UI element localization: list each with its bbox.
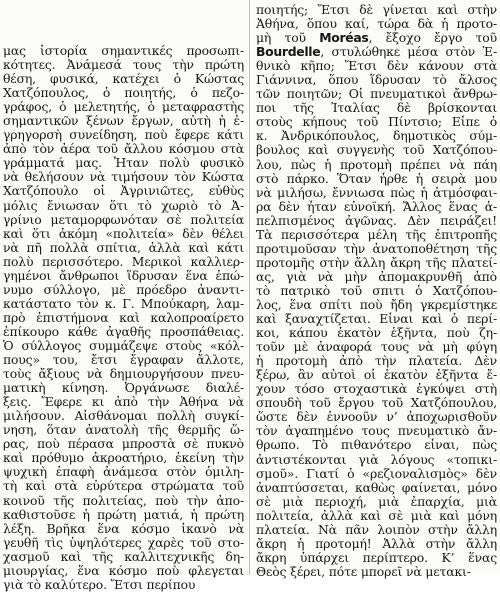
text-line: τῶν ποιητῶν; Οἱ πνευματικοὶ ἄνθρω- <box>256 87 497 102</box>
text-line: καθιστοῦσε ἡ πρώτη ματιά, ἡ πρώτη <box>3 507 244 522</box>
text-line: πολὺ περισσότερο. Μερικοὶ καλλιερ- <box>3 254 244 269</box>
article-column-left <box>3 0 244 592</box>
bold-name: Moréas <box>319 31 369 46</box>
text-line: προτιμοῦσαν τὴν ἀνατοποθέτηση τῆς <box>256 241 497 256</box>
text-line: μας ἱστορία σημαντικές προσωπι- <box>3 44 244 58</box>
text-line: μιουργίας, ἕνα κόσμο ποὺ φλεγεται <box>3 563 244 578</box>
text-line: Τὰ περισσότερα μέλη τῆς ἐπιτροπῆς <box>256 227 497 242</box>
text-line: πελπισμένος ἀγῶνας. Δὲν πειράζει! <box>256 213 497 228</box>
text-line: πρὸ ἐπιστήμονα καὶ καλοπροαίρετο <box>3 310 244 325</box>
text-line: ξεις. Ἔφερε κι ἀπὸ τὴν Ἀθήνα νὰ <box>3 395 244 410</box>
text-line: λου, πὼς ἡ προτομὴ πρέπει νὰ πάη <box>256 157 497 172</box>
text-line: τοῦν μὲ ἀναφορά τους νὰ μὴ φύγη <box>256 340 497 355</box>
text-line: τὸ πατρικὸ τοῦ σπιτι ὁ Χατζόπου- <box>256 283 497 298</box>
text-line: θνικὸ κῆπο; Ἔτσι δὲν κάνουν στὰ <box>256 59 497 74</box>
text-line: καὶ πρόθυμο ἀκροατήριο, ἐκείνη τὴν <box>3 451 244 466</box>
text-line: γρίνιο μεταμορφωνόταν σὲ πολιτεία <box>3 212 244 227</box>
text-line: χουν τόσο στοχαστικὰ ἐγκύψει στὴ <box>256 382 497 397</box>
text-line: κοι, κάπου ἑκατὸν ἑξῆντα, ποὺ ζη- <box>256 326 497 341</box>
text-line: νυμο σύλλογο, μὲ πρόεδρο ἀναντι- <box>3 282 244 297</box>
text-line: Χατζόπουλο οἱ Ἀγρινιῶτες, εὐθὺς <box>3 184 244 199</box>
text-line: κότητες. Ἀνάμεσά τους τὴν πρώτη <box>3 58 244 73</box>
text-line: ποιητής; Ἔτσι δὲ γίνεται καὶ στὴν <box>256 3 497 17</box>
text-line: γευθῆ τὶς ὑψηλότερες χαρὲς τοῦ στο- <box>3 535 244 550</box>
text-line: Bourdelle, στυλώθηκε μέσα στὸν Ἐ- <box>256 45 497 60</box>
text-line: θέση, φυσικά, κατέχει ὁ Κώστας <box>3 72 244 87</box>
text-line: γιὰ τὸ καλύτερο. Ἔτσι περίπου <box>3 577 196 592</box>
text-line: ἡ προτομὴ ἀπὸ τὴν πλατεία. Δὲν <box>256 354 497 369</box>
text-line: λος, ἕνα σπίτι ποὺ ἤδη γκρεμίστηκε <box>256 297 497 312</box>
text-line: σημαντικῶν ξένων ἔργων, αὐτὴ ἡ ἐ- <box>3 114 244 129</box>
text-line: Θεὸς ξέρει, πότε μπορεῖ νὰ μετακι- <box>256 564 471 579</box>
text-line: ας, γιὰ νὰ μὴν ἀπομακρυνθῆ ἀπὸ <box>256 269 497 284</box>
text-line: ποι τῆς Ἰταλίας δὲ βρίσκονται <box>256 101 497 116</box>
text-line: πλατεία. Νὰ πᾶν λοιπὸν στὴν ἄλλη <box>256 522 497 537</box>
text-line: ματικὴ κίνηση. Ὀργάνωσε διαλέ- <box>3 381 244 396</box>
text-line: σὲ μιὰ περιοχή, μιὰ ἐπαρχία, μιὰ <box>256 494 497 509</box>
text-line: Χατζόπουλος, ὁ ποιητής, ὁ πεζο- <box>3 86 244 101</box>
bold-name: Bourdelle <box>256 45 321 60</box>
text-line: νὰ θελήσουν νὰ τιμήσουν τὸν Κώστα <box>3 170 244 185</box>
text-line: ὥστε δὲν ἐννοοῦν ν’ ἀποχωρισθοῦν <box>256 410 497 425</box>
text-line: γράφος, ὁ μελετητής, ὁ μεταφραστὴς <box>3 100 244 115</box>
text-line: τὸν ἀγαπημένο τους πνευματικὸ ἄν- <box>256 424 497 439</box>
text-line: λέξη. Βρῆκα ἕνα κόσμο ἱκανὸ νὰ <box>3 521 244 536</box>
text-line: πολιτεία, ἀλλὰ καὶ σὲ μιὰ καὶ μόνη <box>256 508 497 523</box>
text-line: ἀπὸ τὸν ἀέρα τοῦ ἄλλου κόσμου στὰ <box>3 142 244 157</box>
text-line: γράμματά μας. Ἦταν πολὺ φυσικὸ <box>3 156 244 171</box>
text-line: μόλις ἔνιωσαν ὅτι τὸ χωριὸ τὸ Ἀ- <box>3 198 244 213</box>
text-line: νηση, ὅταν ἀνατολὴ τῆς θερμῆς ὥ- <box>3 423 244 438</box>
text-line: ἀναπτύσσεται, καθὼς φαίνεται, μόνο <box>256 480 497 495</box>
text-line: μιλήσουν. Αἰσθάνομαι πολλὴ συγκί- <box>3 409 244 424</box>
text-line: ἀντιστέκονται γιὰ λόγους «τοπικι- <box>256 452 497 467</box>
text-line: χασμοῦ καὶ τῆς καλλιτεχνικῆς δη- <box>3 549 244 564</box>
text-line: στοὺς κήπους τοῦ Πίντσιο; Εἶπε ὁ <box>256 115 497 130</box>
text-line: ξέρω, ἂν αὐτοὶ οἱ ἑκατὸν ἑξῆντα ἔ- <box>256 368 497 383</box>
text-line: ἄκρη ὑπάρχει περίπτερο. Κ’ ἕνας <box>256 550 497 565</box>
text-line: γημένοι ἄνθρωποι ἵδρυσαν ἕνα ἐπώ- <box>3 268 244 283</box>
text-line: Γιάννινα, ὅπου ἵδρυσαν τὸ ἄλσος <box>256 73 497 88</box>
article-column-right <box>256 0 497 579</box>
text-line: ρας, ποὺ πέρασα μπροστὰ σὲ πυκνὸ <box>3 437 244 452</box>
text-line: θρωπο. Τὸ πιθανότερο εἶναι, πὼς <box>256 438 497 453</box>
text-line: νὰ μιλήσω, ἔννιωσα πὼς ἡ ἀτμόσφαι- <box>256 185 497 200</box>
text-line: Ὁ σύλλογος συμμάζεψε στοὺς «κόλ- <box>3 338 244 353</box>
text-line: στὸ πάρκο. Ὅταν ἦρθε ἡ σειρὰ μου <box>256 171 497 186</box>
text-line: βουλος καὶ συγγενὴς τοῦ Χατζόπου- <box>256 143 497 158</box>
text-line: σπουδὴ τοῦ ἔργου τοῦ Χατζόπουλου, <box>256 396 497 411</box>
text-line: γρηγορσὴ συνείδηση, ποὺ ἔφερε κάτι <box>3 128 244 143</box>
text-line: κοινοῦ τῆς πολιτείας, ποὺ τὴν ἀπο- <box>3 493 244 508</box>
text-line: καὶ ὅτι ἀκόμη «πολιτεία» δὲν θέλει <box>3 226 244 241</box>
column-divider <box>249 0 250 575</box>
text-line: μὴ τοῦ Moréas, ἔξοχο ἔργο τοῦ <box>256 31 497 46</box>
text-line: σμοῦ». Γιατί ὁ «ρεζιοναλισμὸς» δὲν <box>256 466 497 481</box>
text-line: Ἀθήνα, ὅπου καί, τώρα δὰ ἡ προτο- <box>256 17 497 32</box>
text-line: προτομῆς στὴν ἄλλη ἄκρη τῆς πλατεί- <box>256 255 497 270</box>
text-line: κ. Ἀνδρικόπουλος, δημοτικὸς σύμ- <box>256 129 497 144</box>
text-line: ἄκρη ἡ προτομή! Ἀλλὰ στὴν ἄλλη <box>256 536 497 551</box>
text-line: ρα δὲν ἦταν εὐνοϊκή. Ἄλλος ἕνας ἀ- <box>256 199 497 214</box>
text-line: νὰ πῆ πολλὰ σπίτια, ἀλλὰ καὶ κάτι <box>3 240 244 255</box>
text-line: κατάστατο τὸν κ. Γ. Μπούκαρη, λαμ- <box>3 296 244 311</box>
text-line: ἐπίκουρο κάθε ἀγαθῆς προσπάθειας. <box>3 324 244 339</box>
text-line: καὶ ξαναχτίζεται. Εἶναι καὶ ὁ περί- <box>256 312 497 327</box>
text-line: τοὺς ἄξιους νὰ δημιουργήσουν πνευ- <box>3 367 244 382</box>
text-line: τὴ καὶ στὰ εὐρύτερα στρώματα τοῦ <box>3 479 244 494</box>
text-line: πους» του, ἔτσι ἔγραφαν ἄλλοτε, <box>3 353 244 368</box>
text-line: ψυχικὴ ἐπαφὴ ἀνάμεσα στὸν ὁμιλη- <box>3 465 244 480</box>
